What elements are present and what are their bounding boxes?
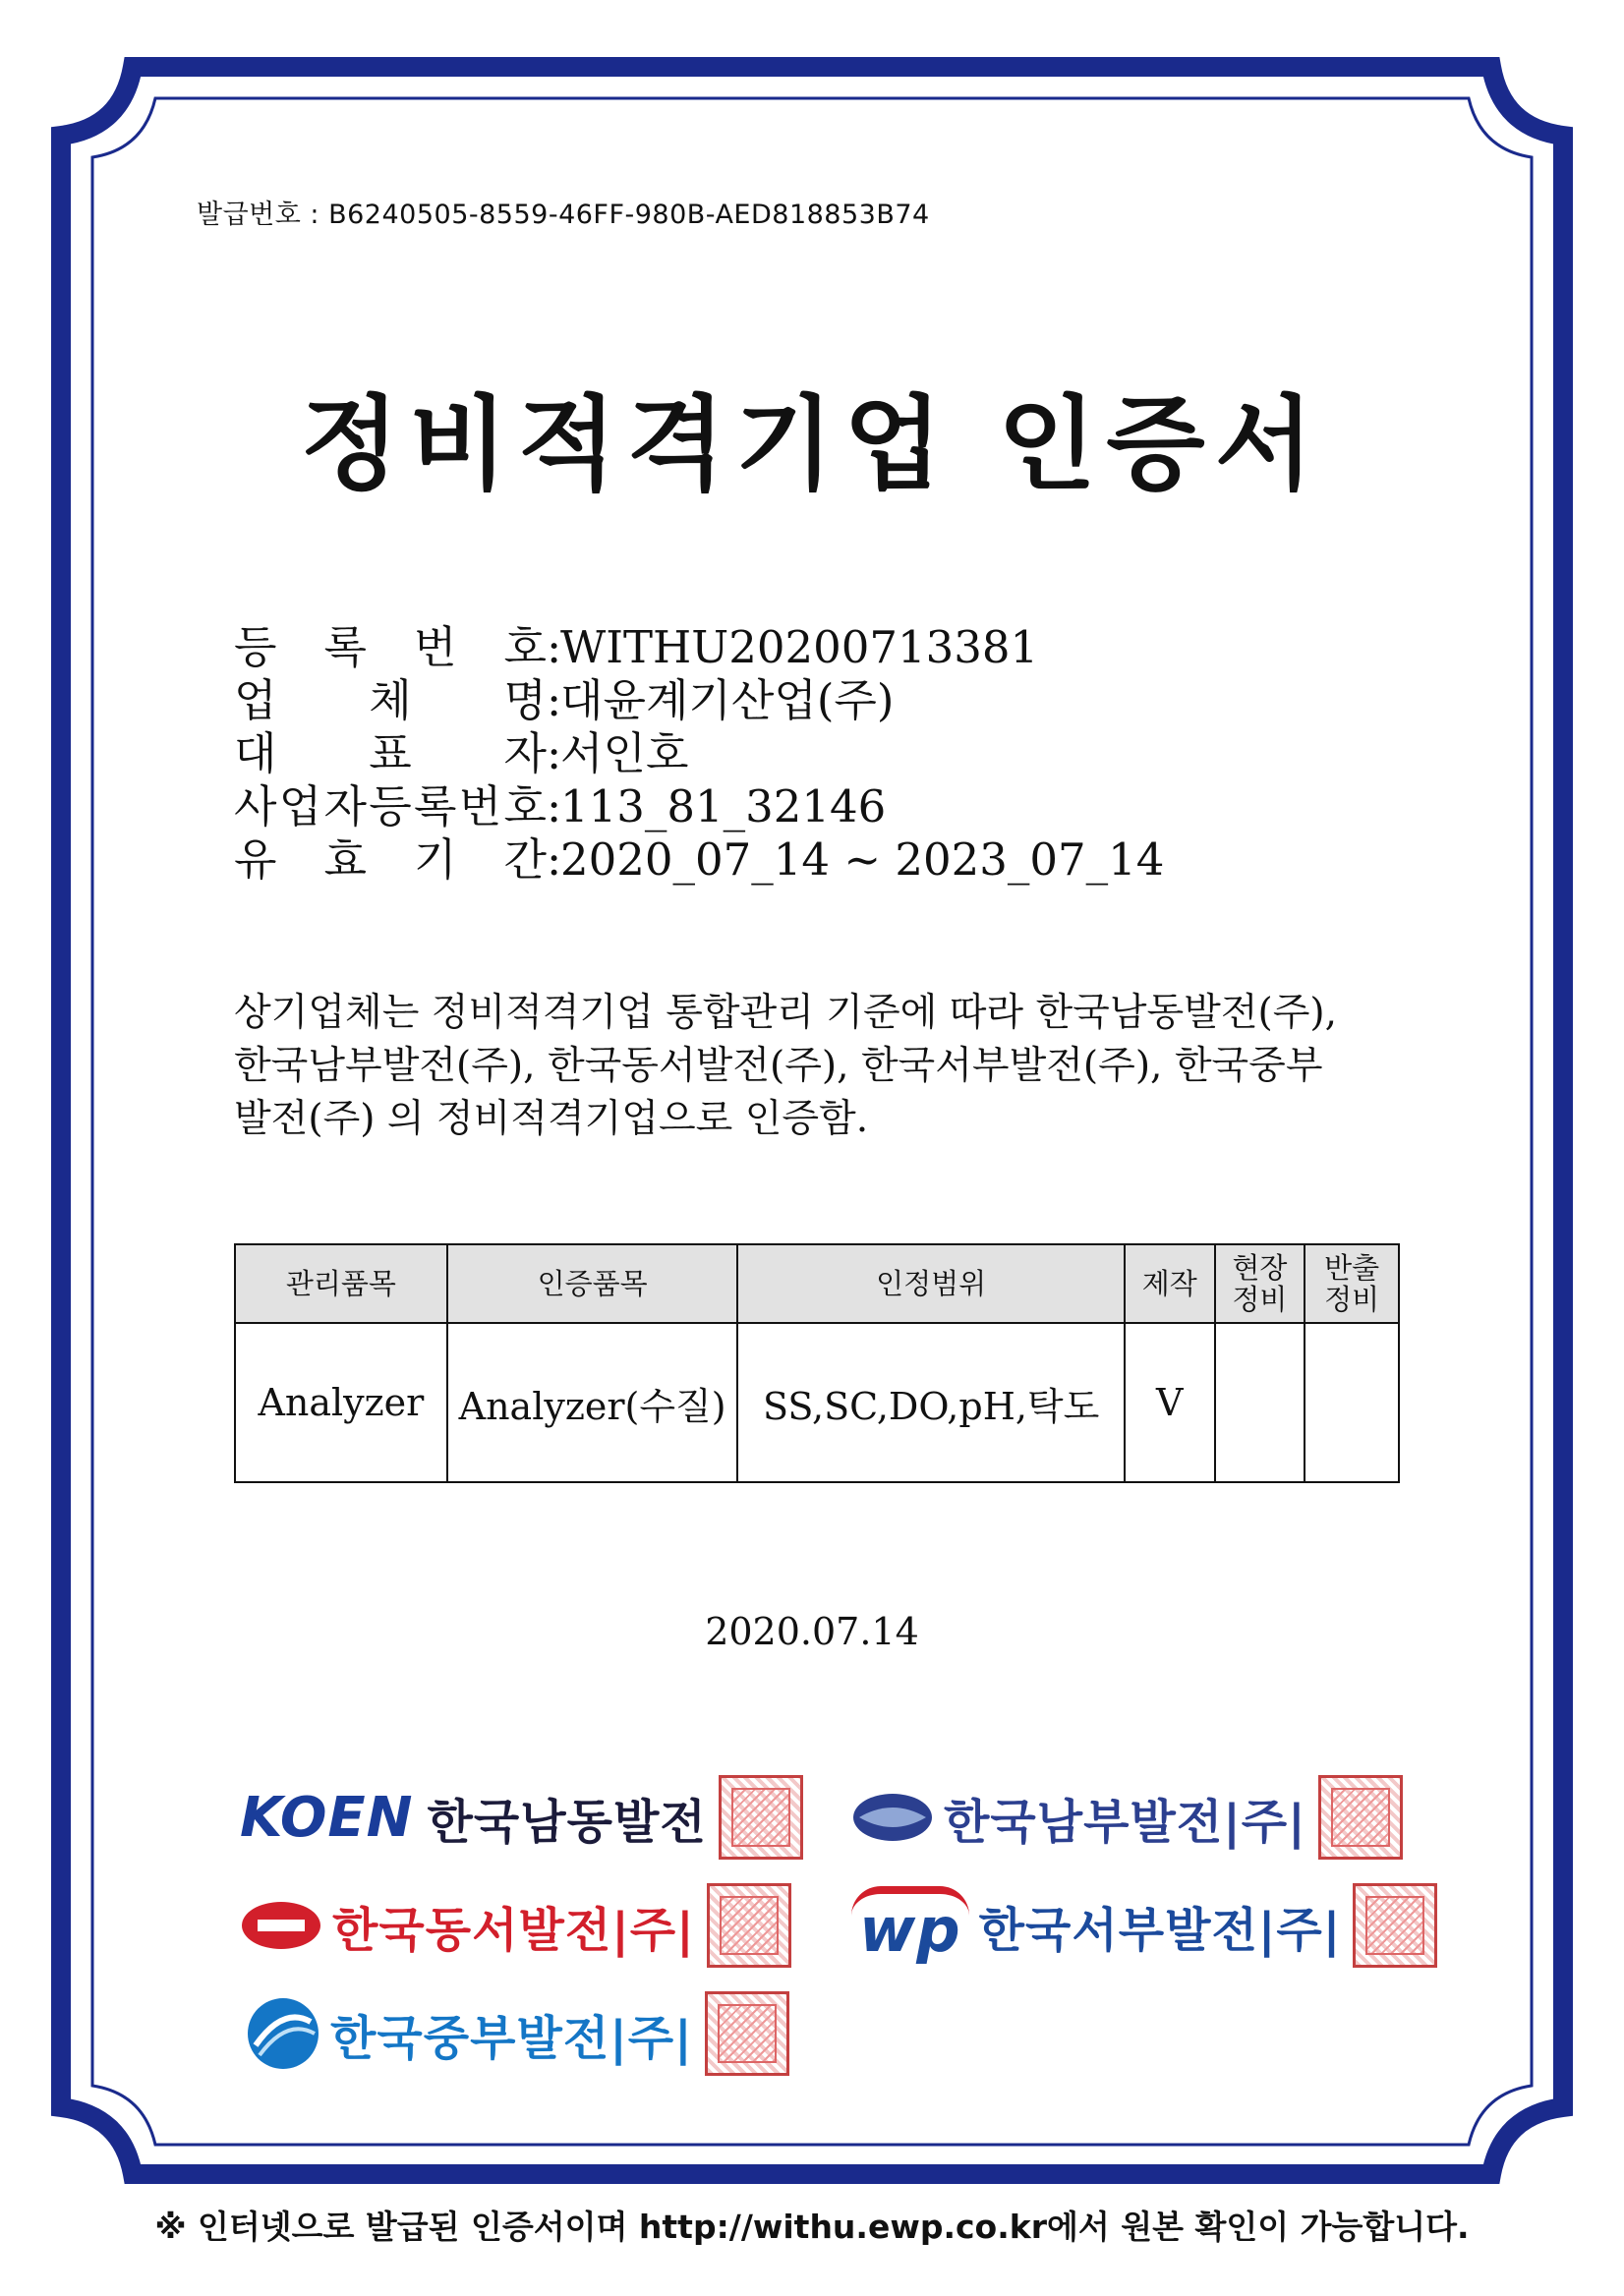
table-cell: Analyzer xyxy=(235,1323,447,1482)
table-header: 제작 xyxy=(1125,1244,1215,1323)
company-seal xyxy=(1318,1775,1403,1860)
info-label: 업 체 명 xyxy=(234,674,547,726)
company-seal xyxy=(705,1991,789,2076)
info-row-business-number: 사 업 자 등 록 번 호 : 113_81_32146 xyxy=(234,780,887,832)
ewp-logo-icon xyxy=(240,1898,322,1953)
company-seal xyxy=(719,1775,803,1860)
verification-notice: ※ 인터넷으로 발급된 인증서이며 http://withu.ewp.co.kr에서 원본 확인이 가능합니다. xyxy=(154,2208,1470,2246)
info-label: 유 효 기 간 xyxy=(234,833,547,886)
statement-line: 상기업체는 정비적격기업 통합관리 기준에 따라 한국남동발전(주), xyxy=(234,991,1338,1035)
info-row-registration: 등 록 번 호 : WITHU20200713381 xyxy=(234,621,1039,673)
table-header-row xyxy=(235,1244,1399,1323)
issuer-name: 한국중부발전|주| xyxy=(330,2010,693,2066)
table-cell: Analyzer(수질) xyxy=(447,1323,738,1482)
issuer-name: 한국남부발전|주| xyxy=(944,1794,1306,1850)
issuer-kospo xyxy=(851,1775,1403,1860)
issue-number-value: B6240505-8559-46FF-980B-AED818853B74 xyxy=(328,200,930,230)
info-row-validity: 유 효 기 간 : 2020_07_14 ~ 2023_07_14 xyxy=(234,833,1165,886)
issuer-koen xyxy=(240,1775,803,1860)
issuer-komipo xyxy=(246,1991,789,2076)
issuer-ewp xyxy=(240,1883,791,1968)
koen-logo-mark: KOEN xyxy=(240,1785,414,1850)
table-header: 반출 정비 xyxy=(1305,1244,1399,1323)
info-value: 서인호 xyxy=(560,727,689,779)
info-label: 대 표 자 xyxy=(234,727,547,779)
issue-number-label: 발급번호 : xyxy=(197,200,320,230)
info-value: 대윤계기산업(주) xyxy=(560,674,895,726)
statement-line: 한국남부발전(주), 한국동서발전(주), 한국서부발전(주), 한국중부 xyxy=(234,1044,1323,1088)
issuer-name: 한국남동발전 xyxy=(427,1794,707,1850)
issue-number xyxy=(197,193,930,231)
certification-scope-table xyxy=(234,1243,1400,1483)
certificate-info xyxy=(234,621,1164,887)
issue-date: 2020.07.14 xyxy=(705,1610,919,1653)
issuer-name: 한국서부발전|주| xyxy=(978,1902,1342,1958)
table-cell: V xyxy=(1125,1323,1215,1482)
info-value: 113_81_32146 xyxy=(560,780,887,832)
issuer-name: 한국동서발전|주| xyxy=(332,1902,695,1958)
table-row xyxy=(235,1323,1399,1482)
info-row-representative: 대 표 자 : 서인호 xyxy=(234,727,689,779)
company-seal xyxy=(1353,1883,1437,1968)
certification-statement xyxy=(234,987,1404,1146)
company-seal xyxy=(707,1883,791,1968)
table-cell: SS,SC,DO,pH,탁도 xyxy=(737,1323,1124,1482)
info-row-company: 업 체 명 : 대윤계기산업(주) xyxy=(234,674,895,726)
komipo-logo-icon xyxy=(246,1996,320,2071)
kospo-logo-icon xyxy=(851,1790,934,1845)
issuer-kowepo xyxy=(851,1883,1437,1968)
certificate-title: 정비적격기업 인증서 xyxy=(300,384,1324,504)
statement-line: 발전(주) 의 정비적격기업으로 인증함. xyxy=(234,1097,869,1141)
table-header: 관리품목 xyxy=(235,1244,447,1323)
table-cell xyxy=(1305,1323,1399,1482)
info-value: 2020_07_14 ~ 2023_07_14 xyxy=(560,833,1165,886)
table-header: 인정범위 xyxy=(737,1244,1124,1323)
info-value: WITHU20200713381 xyxy=(560,621,1039,673)
info-label: 사 업 자 등 록 번 호 xyxy=(234,780,547,832)
table-header: 인증품목 xyxy=(447,1244,738,1323)
info-label: 등 록 번 호 xyxy=(234,621,547,673)
wp-logo-mark: wp xyxy=(851,1886,969,1966)
table-header: 현장 정비 xyxy=(1215,1244,1305,1323)
table-cell xyxy=(1215,1323,1305,1482)
